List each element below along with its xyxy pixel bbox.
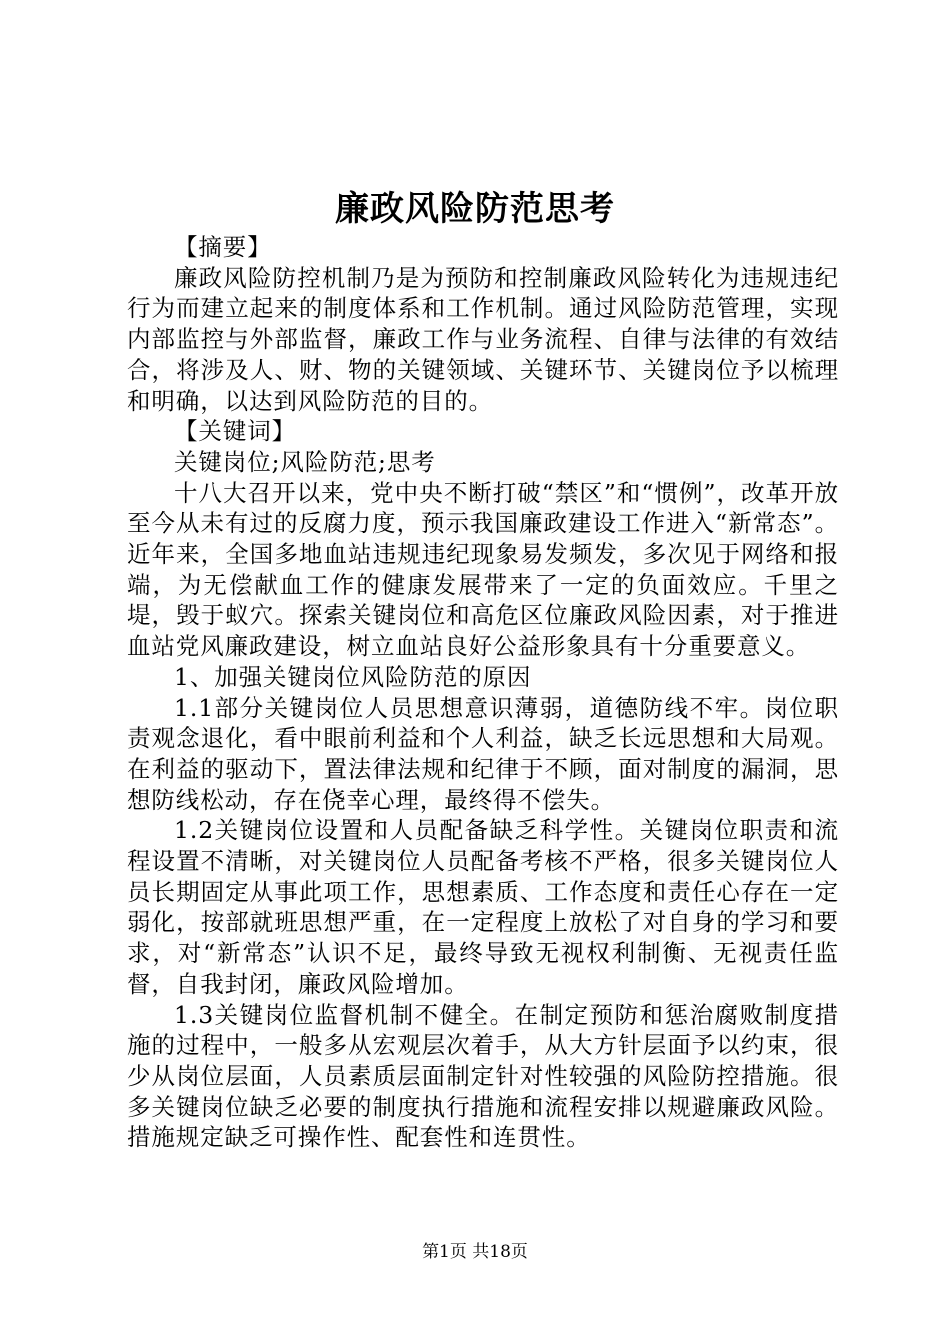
- keywords-paragraph: 关键岗位;风险防范;思考: [174, 447, 436, 476]
- document-title: 廉政风险防范思考: [335, 189, 615, 229]
- section-1-1-paragraph: 1.1部分关键岗位人员思想意识薄弱，道德防线不牢。岗位职责观念退化，看中眼前利益和个人利益，缺乏长远思想和大局观。在利益的驱动下，置法律法规和纪律于不顾，面对制度的漏洞，思想防线松动，存在侥幸心理，最终得不偿失。: [127, 693, 839, 814]
- section-1-3-paragraph: 1.3关键岗位监督机制不健全。在制定预防和惩治腐败制度措施的过程中，一般多从宏观层次着手，从大方针层面予以约束，很少从岗位层面，人员素质层面制定针对性较强的风险防控措施。很多关键岗位缺乏必要的制度执行措施和流程安排以规避廉政风险。措施规定缺乏可操作性、配套性和连贯性。: [127, 1000, 839, 1152]
- abstract-heading: 【摘要】: [174, 233, 272, 261]
- page-footer: 第1页 共18页: [422, 1242, 528, 1262]
- section-1-heading: 1、加强关键岗位风险防范的原因: [174, 662, 532, 691]
- abstract-paragraph: 廉政风险防控机制乃是为预防和控制廉政风险转化为违规违纪行为而建立起来的制度体系和工作机制。通过风险防范管理，实现内部监控与外部监督，廉政工作与业务流程、自律与法律的有效结合，将涉及人、财、物的关键领域、关键环节、关键岗位予以梳理和明确，以达到风险防范的目的。: [127, 263, 839, 415]
- document-body: [127, 232, 839, 1153]
- intro-paragraph: 十八大召开以来，党中央不断打破“禁区”和“惯例”，改革开放至今从未有过的反腐力度，预示我国廉政建设工作进入“新常态”。近年来，全国多地血站违规违纪现象易发频发，多次见于网络和报端，为无偿献血工作的健康发展带来了一定的负面效应。千里之堤，毁于蚁穴。探索关键岗位和高危区位廉政风险因素，对于推进血站党风廉政建设，树立血站良好公益形象具有十分重要意义。: [127, 478, 839, 661]
- keywords-heading: 【关键词】: [174, 417, 296, 446]
- section-1-2-paragraph: 1.2关键岗位设置和人员配备缺乏科学性。关键岗位职责和流程设置不清晰，对关键岗位人员配备考核不严格，很多关键岗位人员长期固定从事此项工作，思想素质、工作态度和责任心存在一定弱化，按部就班思想严重，在一定程度上放松了对自身的学习和要求，对“新常态”认识不足，最终导致无视权利制衡、无视责任监督，自我封闭，廉政风险增加。: [127, 816, 839, 998]
